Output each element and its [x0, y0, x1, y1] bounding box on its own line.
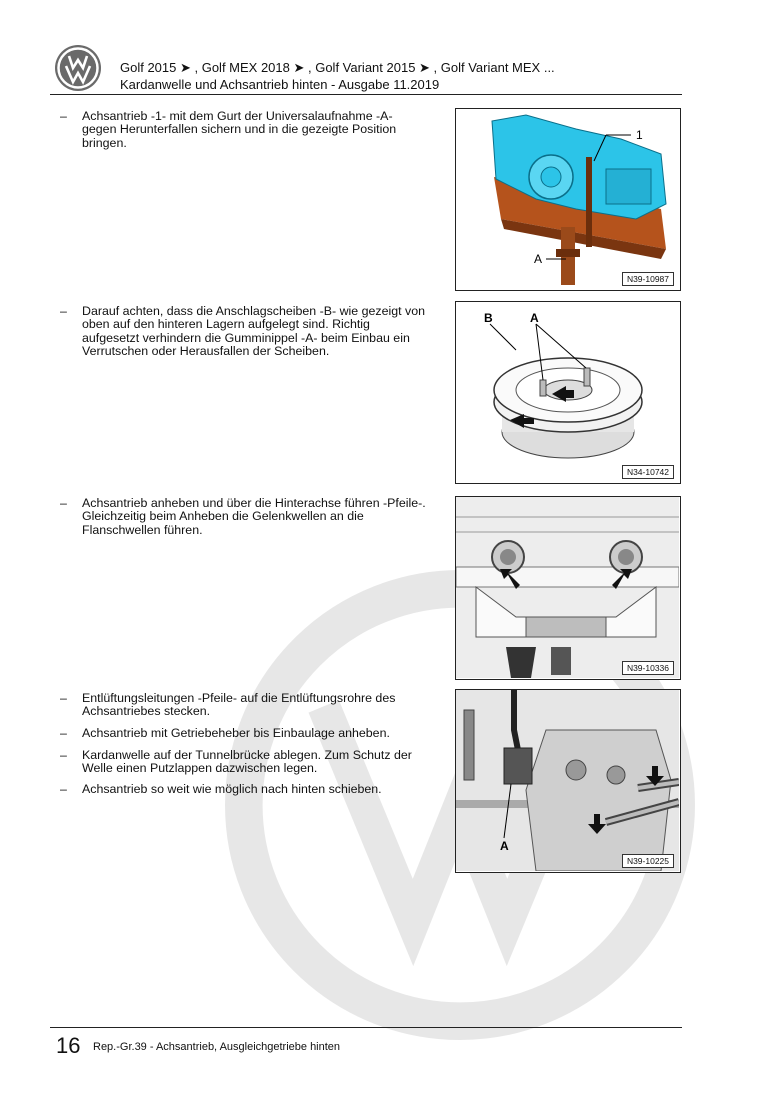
footer-divider	[50, 1027, 682, 1028]
figure-illustration	[456, 690, 679, 871]
figure-breather-lines	[455, 689, 681, 873]
figure-illustration	[456, 497, 679, 678]
figure-stop-washers	[455, 301, 681, 484]
figure-illustration	[456, 302, 679, 482]
step-dash: –	[60, 304, 67, 318]
step-dash: –	[60, 782, 67, 796]
step-5	[60, 727, 428, 740]
figure-reference: N39-10987	[622, 272, 674, 286]
callout-label: A	[530, 311, 539, 325]
step-4	[60, 692, 428, 719]
figure-reference: N34-10742	[622, 465, 674, 479]
figure-reference: N39-10225	[622, 854, 674, 868]
step-text: Entlüftungsleitungen -Pfeile- auf die Entlüftungsrohre des Achsantriebes stecken.	[82, 691, 396, 719]
callout-label: A	[534, 252, 543, 266]
step-text: Achsantrieb -1- mit dem Gurt der Universalaufnahme -A- gegen Herunterfallen sichern und in die gezeigte Position bringen.	[82, 109, 397, 150]
callout-label: 1	[636, 128, 643, 142]
header-models: Golf 2015 ➤ , Golf MEX 2018 ➤ , Golf Variant 2015 ➤ , Golf Variant MEX ...	[120, 60, 555, 75]
step-dash: –	[60, 496, 67, 510]
page-number: 16	[56, 1033, 81, 1058]
step-dash: –	[60, 726, 67, 740]
step-text: Kardanwelle auf der Tunnelbrücke ablegen. Zum Schutz der Welle einen Putzlappen dazwischen legen.	[82, 748, 412, 776]
vw-logo	[54, 44, 102, 92]
step-text: Achsantrieb mit Getriebeheber bis Einbaulage anheben.	[82, 726, 390, 740]
figure-rear-axle	[455, 496, 681, 680]
step-3	[60, 497, 428, 537]
callout-label: A	[500, 839, 509, 853]
step-2	[60, 305, 428, 359]
figure-reference: N39-10336	[622, 661, 674, 675]
step-1	[60, 110, 428, 150]
step-7	[60, 783, 428, 796]
figure-illustration	[456, 109, 679, 289]
footer-chapter: Rep.-Gr.39 - Achsantrieb, Ausgleichgetriebe hinten	[93, 1041, 341, 1053]
header-title: Kardanwelle und Achsantrieb hinten - Ausgabe 11.2019	[120, 77, 440, 92]
figure-final-drive-on-jack	[455, 108, 681, 291]
header-divider	[50, 94, 682, 95]
step-text: Achsantrieb anheben und über die Hinterachse führen -Pfeile-. Gleichzeitig beim Anheben die Gelenkwellen an die Flanschwellen führen.	[82, 496, 426, 537]
step-dash: –	[60, 109, 67, 123]
callout-label: B	[484, 311, 493, 325]
step-dash: –	[60, 691, 67, 705]
step-text: Achsantrieb so weit wie möglich nach hinten schieben.	[82, 782, 382, 796]
step-dash: –	[60, 748, 67, 762]
step-text: Darauf achten, dass die Anschlagscheiben -B- wie gezeigt von oben auf den hinteren Lagern aufgelegt sind. Richtig aufgesetzt verhindern die Gumminippel -A- beim Einbau ein Verrutschen oder Herausfallen der Scheiben.	[82, 304, 426, 359]
step-6	[60, 749, 428, 776]
